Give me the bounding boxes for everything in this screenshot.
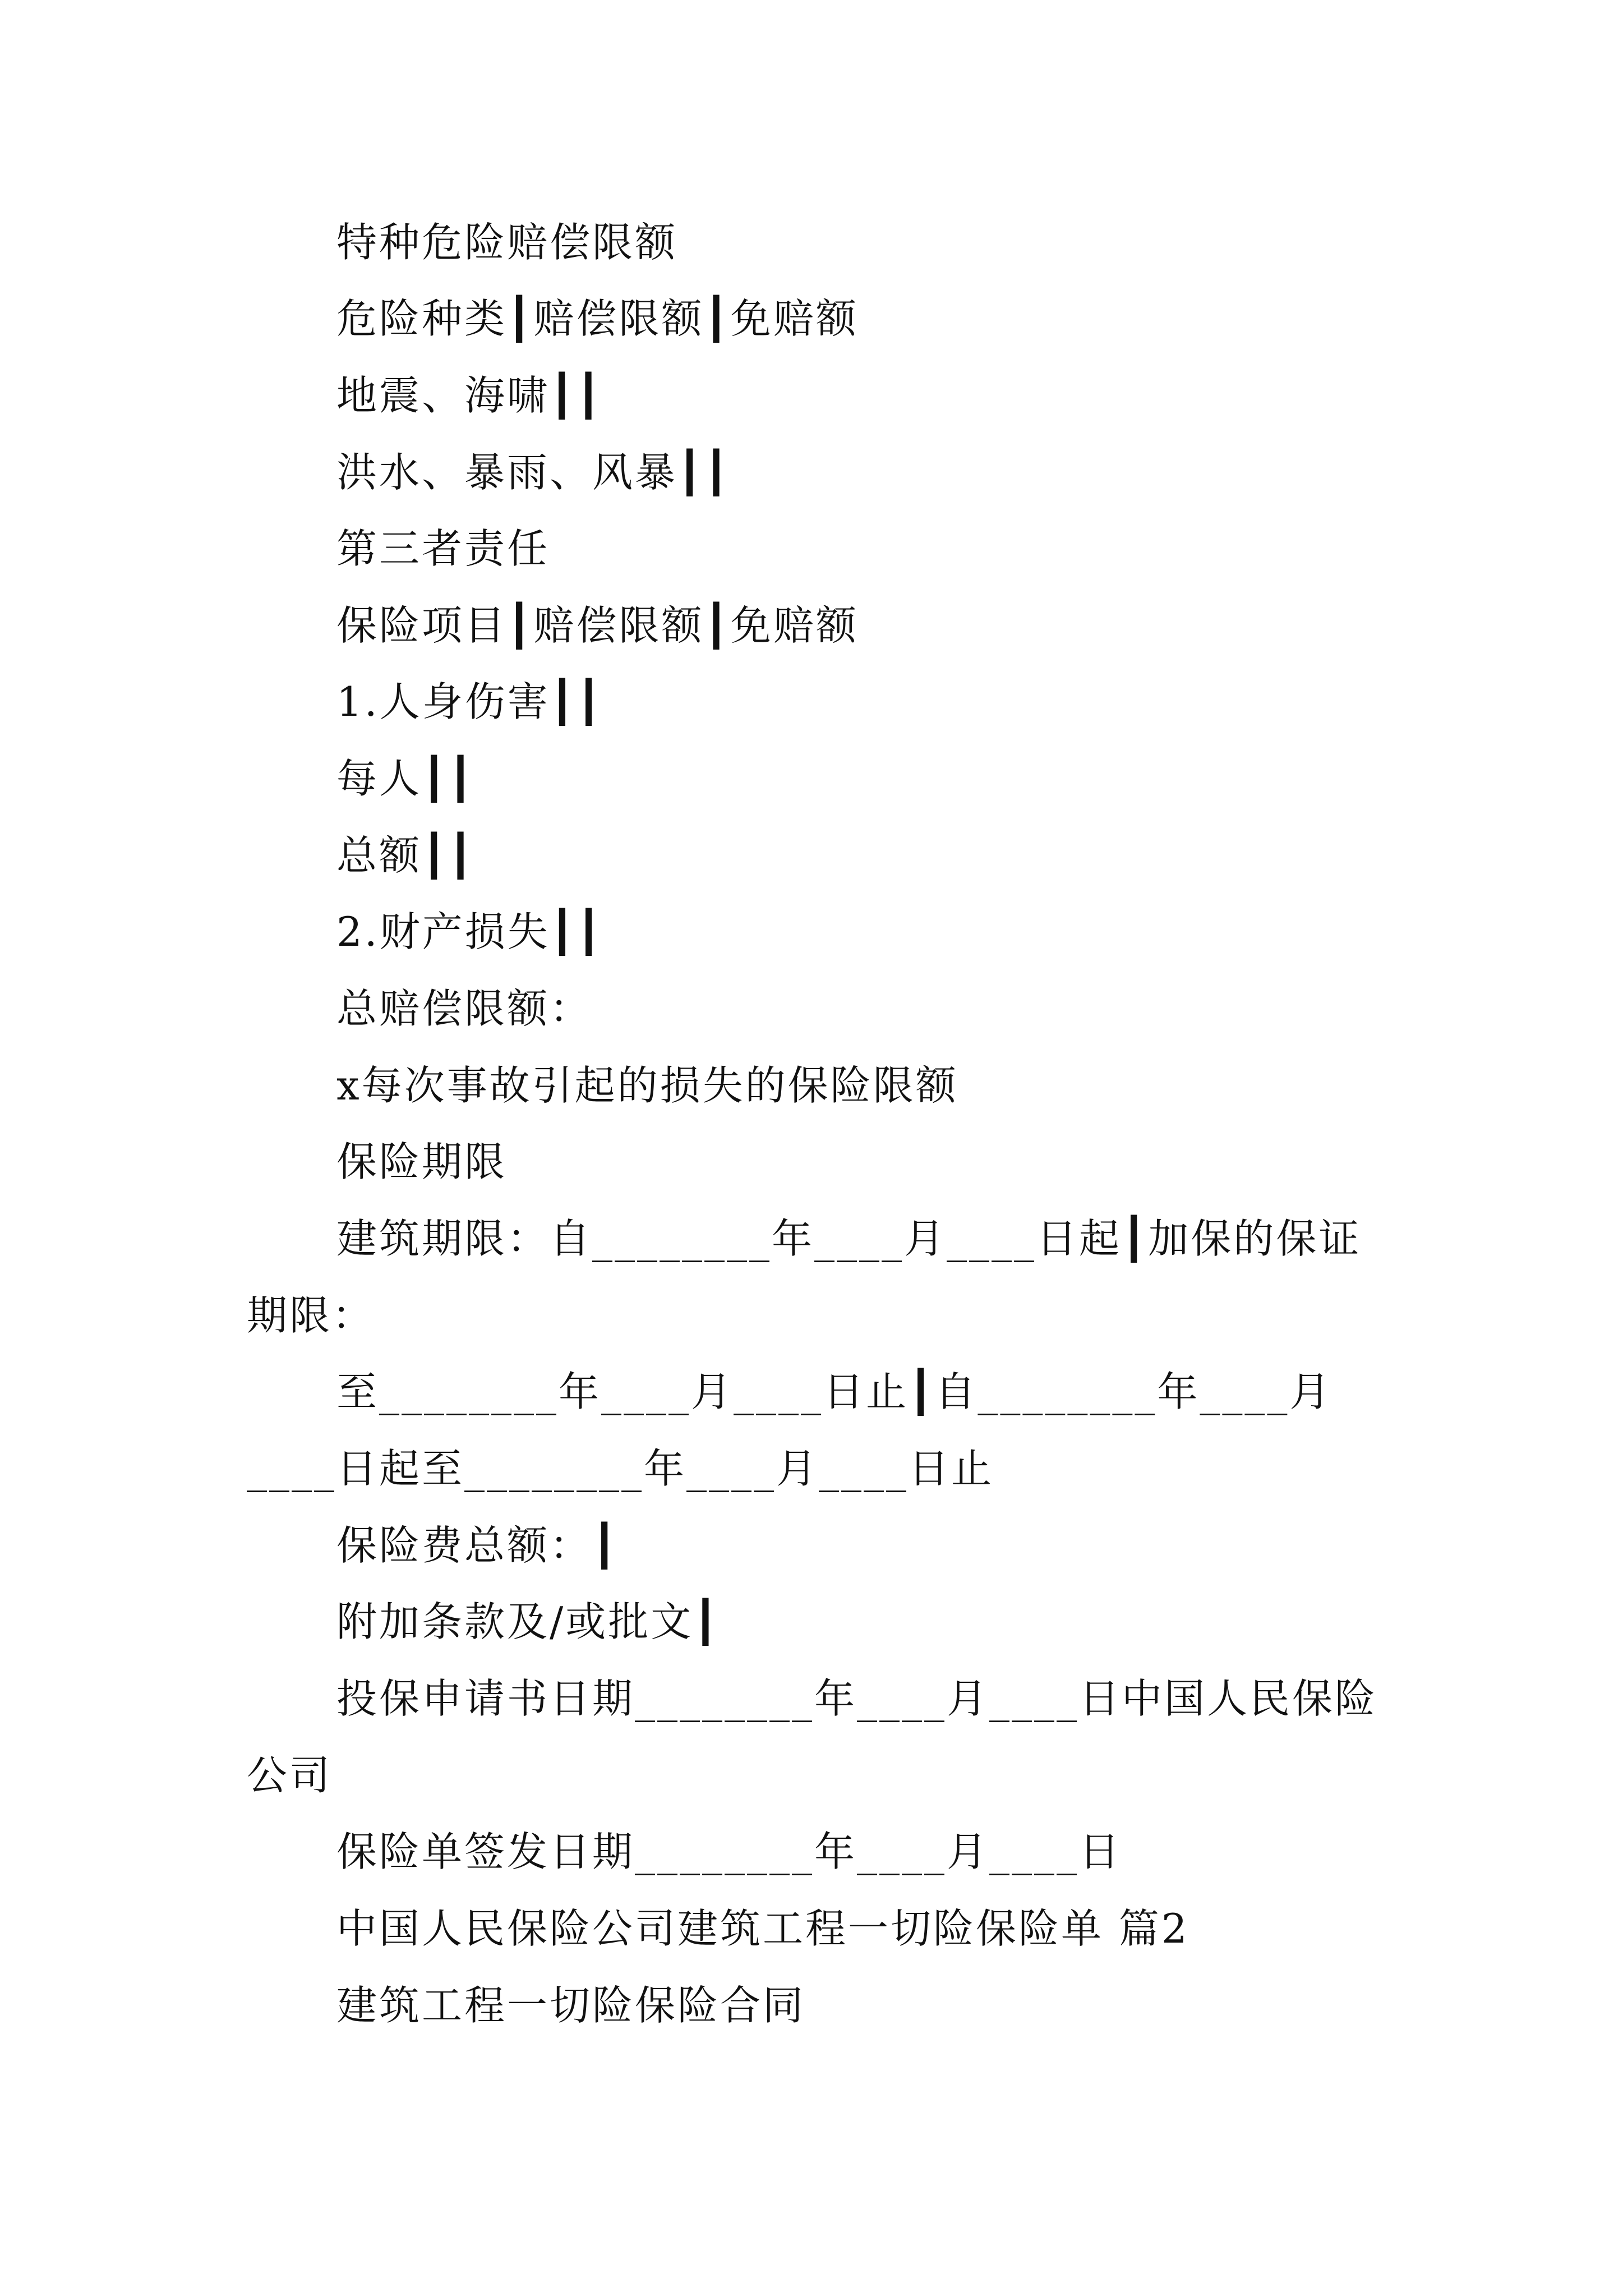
text-line: 第三者责任 xyxy=(336,525,550,572)
text-line: 公司 xyxy=(247,1752,333,1799)
text-line: 总赔偿限额： xyxy=(336,985,593,1032)
text-line: 1.人身伤害┃┃ xyxy=(336,678,603,725)
text-line: 附加条款及/或批文┃ xyxy=(336,1598,720,1645)
text-line: 总额┃┃ xyxy=(336,832,475,879)
text-line: 洪水、暴雨、风暴┃┃ xyxy=(336,449,731,496)
text-line: 建筑期限：自________年____月____日起┃加保的保证 xyxy=(336,1215,1362,1262)
text-line: 期限： xyxy=(247,1292,375,1339)
text-line: 建筑工程一切险保险合同 xyxy=(336,1982,806,2029)
text-line: 保险项目┃赔偿限额┃免赔额 xyxy=(336,602,859,649)
text-line: 中国人民保险公司建筑工程一切险保险单 篇2 xyxy=(336,1905,1189,1952)
text-line: x每次事故引起的损失的保险限额 xyxy=(336,1062,958,1109)
text-line: 保险单签发日期________年____月____日 xyxy=(336,1828,1122,1875)
text-line: 2.财产损失┃┃ xyxy=(336,908,603,955)
text-line: 地震、海啸┃┃ xyxy=(336,372,603,419)
text-line: 保险费总额：┃ xyxy=(336,1522,619,1569)
text-line: ____日起至________年____月____日止 xyxy=(247,1445,994,1492)
text-line: 保险期限 xyxy=(336,1138,508,1185)
text-line: 投保申请书日期________年____月____日中国人民保险 xyxy=(336,1675,1378,1722)
text-line: 至________年____月____日止┃自________年____月 xyxy=(336,1368,1332,1415)
text-line: 危险种类┃赔偿限额┃免赔额 xyxy=(336,295,859,342)
text-line: 特种危险赔偿限额 xyxy=(336,219,678,266)
text-line: 每人┃┃ xyxy=(336,755,475,802)
